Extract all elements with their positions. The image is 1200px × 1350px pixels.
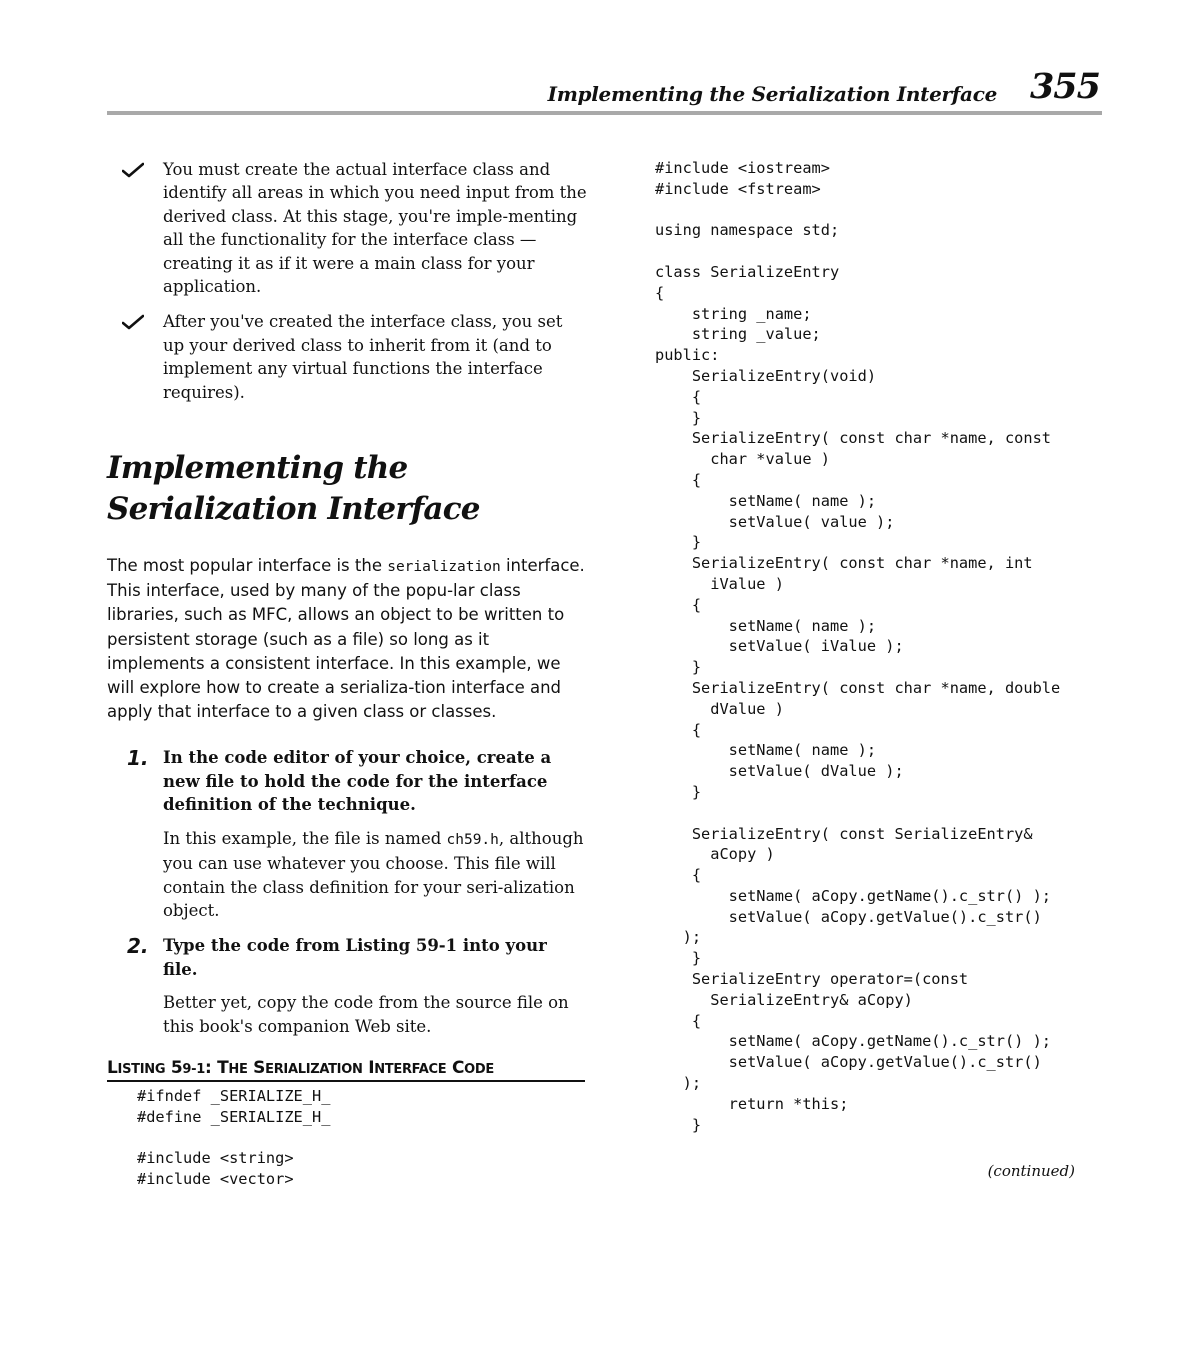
step-title: Type the code from Listing 59-1 into your file. [163, 936, 547, 979]
step-title: In the code editor of your choice, create a new file to hold the code for the interface definition of the technique. [163, 748, 552, 815]
listing-caption [107, 1058, 585, 1082]
step-number: 1. [127, 746, 149, 771]
intro-text-start: The most popular interface is the [107, 556, 388, 576]
listing-title: THE SERIALIZATION INTERFACE CODE [217, 1057, 494, 1078]
step-1 [107, 746, 587, 922]
intro-text-end: interface. This interface, used by many of the popu-lar class libraries, such as MFC, allows an object to be written to persistent storage (such as a file) so long as it implements a consistent interface. In this example, we will explore how to create a serializa-tion interface and apply that interface to a given class or classes. [107, 556, 585, 722]
page-number: 355 [1029, 66, 1100, 107]
listing-separator: : [204, 1057, 212, 1078]
code-listing-start: #ifndef _SERIALIZE_H_ #define _SERIALIZE_H_ #include <string> #include <vector> [137, 1086, 331, 1189]
step-text [163, 827, 587, 923]
bullet-list [107, 158, 587, 404]
bullet-item [107, 310, 587, 404]
step-number: 2. [127, 934, 149, 959]
inline-code: ch59.h [446, 831, 499, 848]
inline-code: serialization [387, 559, 501, 576]
header-rule [107, 111, 1102, 115]
intro-paragraph [107, 554, 587, 724]
running-title: Implementing the Serialization Interface [547, 82, 997, 106]
checkmark-icon [122, 162, 144, 178]
bullet-text: After you've created the interface class, you set up your derived class to inherit from it (and to implement any virtual functions the interface requires). [163, 312, 563, 402]
bullet-item [107, 158, 587, 298]
step-2 [107, 934, 587, 1038]
checkmark-icon [122, 314, 144, 330]
section-heading: Implementing the Serialization Interface [107, 450, 480, 528]
running-head [547, 62, 1100, 112]
step-text-end: , although you can use whatever you choose. This file will contain the class definition for your seri-alization object. [163, 828, 584, 920]
step-text: Better yet, copy the code from the source file on this book's companion Web site. [163, 993, 569, 1036]
right-column [655, 158, 1115, 1135]
step-text-start: In this example, the file is named [163, 828, 447, 848]
continued-label: (continued) [987, 1162, 1075, 1180]
bullet-text: You must create the actual interface class and identify all areas in which you need input from the derived class. At this stage, you're imple-menting all the functionality for the interface class — creating it as if it were a main class for your application. [163, 160, 587, 297]
listing-label: LISTING 59-1 [107, 1057, 205, 1078]
code-listing-continued: #include <iostream> #include <fstream> using namespace std; class SerializeEntry { string _name; string _value; public: SerializeEntry(void) { } SerializeEntry( const char *name, const char *value ) { setName( name ); setValue( value ); } SerializeEntry( const char *name, int iValue ) { setName( name ); setValue( iValue ); } SerializeEntry( const char *name, double dValue ) { setName( name ); setValue( dValue ); } SerializeEntry( const SerializeEntry& aCopy ) { setName( aCopy.getName().c_str() ); setValue( aCopy.getValue().c_str() ); } SerializeEntry operator=(const SerializeEntry& aCopy) { setName( aCopy.getName().c_str() ); setValue( aCopy.getValue().c_str() ); return *this; } [655, 159, 1061, 1134]
left-column [107, 158, 587, 1190]
